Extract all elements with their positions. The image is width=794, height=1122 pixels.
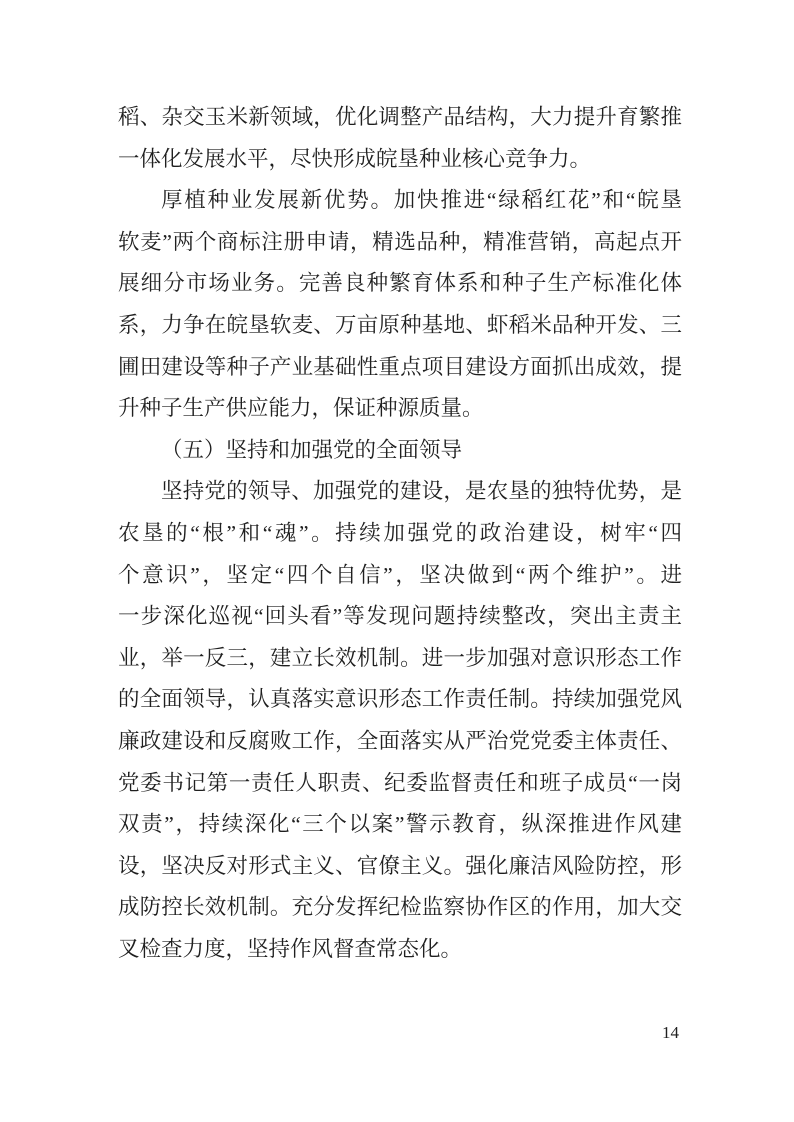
text-line: 个意识”，坚定“四个自信”，坚决做到“两个维护”。进 bbox=[118, 562, 682, 587]
text-line: 业，举一反三，建立长效机制。进一步加强对意识形态工作 bbox=[118, 645, 682, 670]
text-content bbox=[118, 97, 682, 970]
text-line: 成防控长效机制。充分发挥纪检监察协作区的作用，加大交 bbox=[118, 895, 682, 920]
text-line: 设，坚决反对形式主义、官僚主义。强化廉洁风险防控，形 bbox=[118, 853, 682, 878]
text-line: 农垦的“根”和“魂”。持续加强党的政治建设，树牢“四 bbox=[118, 520, 682, 545]
text-line: 的全面领导，认真落实意识形态工作责任制。持续加强党风 bbox=[118, 687, 682, 712]
page-number: 14 bbox=[662, 1023, 679, 1042]
text-line: 系，力争在皖垦软麦、万亩原种基地、虾稻米品种开发、三 bbox=[118, 312, 682, 337]
text-line: 叉检查力度，坚持作风督查常态化。 bbox=[118, 936, 463, 961]
text-line: 厚植种业发展新优势。加快推进“绿稻红花”和“皖垦 bbox=[161, 188, 682, 213]
text-line: （五）坚持和加强党的全面领导 bbox=[161, 437, 463, 462]
text-line: 升种子生产供应能力，保证种源质量。 bbox=[118, 396, 484, 421]
text-line: 稻、杂交玉米新领域，优化调整产品结构，大力提升育繁推 bbox=[118, 105, 682, 129]
text-line: 一步深化巡视“回头看”等发现问题持续整改，突出主责主 bbox=[118, 604, 682, 629]
text-line: 圃田建设等种子产业基础性重点项目建设方面抓出成效，提 bbox=[118, 354, 682, 379]
text-line: 软麦”两个商标注册申请，精选品种，精准营销，高起点开 bbox=[118, 229, 682, 254]
text-line: 一体化发展水平，尽快形成皖垦种业核心竞争力。 bbox=[118, 146, 592, 171]
text-line: 坚持党的领导、加强党的建设，是农垦的独特优势，是 bbox=[161, 479, 682, 504]
text-line: 展细分市场业务。完善良种繁育体系和种子生产标准化体 bbox=[118, 271, 682, 296]
text-line: 党委书记第一责任人职责、纪委监督责任和班子成员“一岗 bbox=[118, 770, 682, 795]
text-line: 双责”，持续深化“三个以案”警示教育，纵深推进作风建 bbox=[118, 812, 682, 837]
text-line: 廉政建设和反腐败工作，全面落实从严治党党委主体责任、 bbox=[118, 728, 682, 753]
